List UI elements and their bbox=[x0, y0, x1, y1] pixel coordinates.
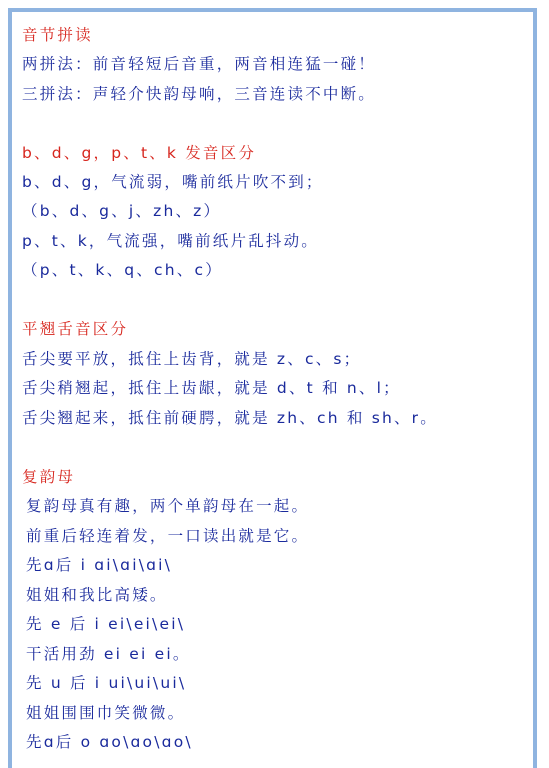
text-line: 复韵母真有趣，两个单韵母在一起。 bbox=[26, 497, 310, 515]
text-line: 先ɑ后 o ɑo\ɑo\ɑo\ bbox=[26, 733, 193, 751]
text-line: 舌尖稍翘起，抵住上齿龈，就是 d、t 和 n、l； bbox=[22, 379, 401, 397]
text-line: （b、d、g、j、zh、z） bbox=[22, 202, 222, 220]
text-line: 先ɑ后 i ɑi\ɑi\ɑi\ bbox=[26, 556, 173, 574]
text-line: b、d、g，气流弱，嘴前纸片吹不到； bbox=[22, 173, 324, 191]
text-line: 姐姐和我比高矮。 bbox=[26, 586, 168, 604]
text-line: p、t、k，气流强，嘴前纸片乱抖动。 bbox=[22, 232, 319, 250]
text-line: 舌尖要平放，抵住上齿背，就是 z、c、s； bbox=[22, 350, 362, 368]
text-line: 姐姐围围巾笑微微。 bbox=[26, 704, 186, 722]
text-line: 先 e 后 i ei\ei\ei\ bbox=[26, 615, 186, 633]
text-line: 前重后轻连着发，一口读出就是它。 bbox=[26, 527, 310, 545]
text-line: 先 u 后 i ui\ui\ui\ bbox=[26, 674, 187, 692]
text-line: 干活用劲 ei ei ei。 bbox=[26, 645, 191, 663]
section-heading-compound-finals: 复韵母 bbox=[22, 468, 76, 486]
section-heading-syllable: 音节拼读 bbox=[22, 26, 93, 44]
text-line: 舌尖翘起来，抵住前硬腭，就是 zh、ch 和 sh、r。 bbox=[22, 409, 438, 427]
section-heading-bdg-ptk: b、d、g，p、t、k 发音区分 bbox=[22, 144, 257, 162]
text-line: 两拼法：前音轻短后音重，两音相连猛一碰！ bbox=[22, 55, 377, 73]
text-line: 三拼法：声轻介快韵母响，三音连读不中断。 bbox=[22, 85, 377, 103]
section-heading-flat-retroflex: 平翘舌音区分 bbox=[22, 320, 129, 338]
text-line: （p、t、k、q、ch、c） bbox=[22, 261, 223, 279]
